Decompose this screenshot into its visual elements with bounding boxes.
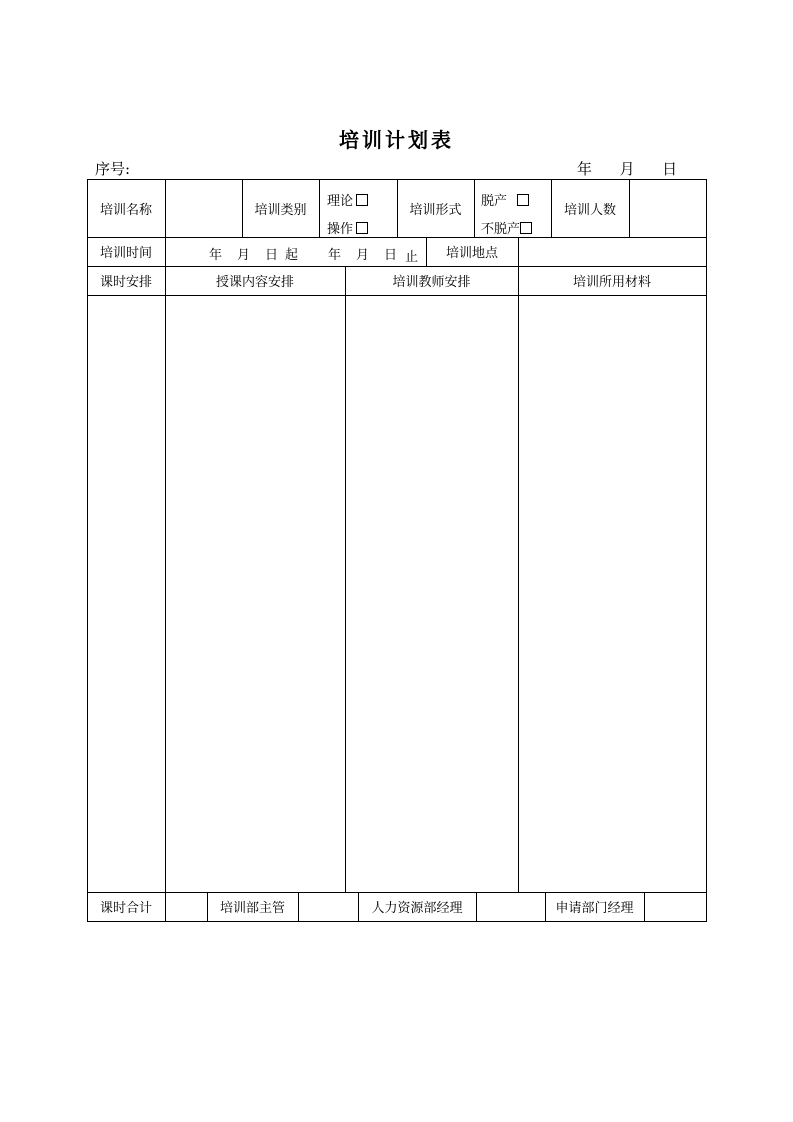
total-hours-field[interactable] (165, 892, 207, 921)
content-arrangement-label: 授课内容安排 (215, 275, 294, 290)
training-supervisor-field[interactable] (298, 892, 358, 921)
schedule-area[interactable] (87, 295, 165, 892)
form-option-onjob-label: 不脱产 (481, 222, 521, 237)
schedule-label: 课时安排 (99, 275, 152, 290)
form-option-offjob (481, 190, 529, 209)
start-year-label: 年 (209, 248, 223, 263)
category-option-practice (327, 218, 368, 237)
hr-manager-label: 人力资源部经理 (371, 901, 463, 916)
trainee-count-field[interactable] (629, 179, 706, 237)
category-option-practice-label: 操作 (327, 222, 354, 237)
hr-manager-field[interactable] (476, 892, 545, 921)
form-option-offjob-label: 脱产 (481, 194, 508, 209)
training-name-field[interactable] (165, 179, 242, 237)
training-location-label: 培训地点 (445, 246, 498, 261)
materials-label: 培训所用材料 (572, 275, 651, 290)
form-option-onjob (481, 218, 532, 237)
dept-manager-label: 申请部门经理 (555, 901, 634, 916)
training-form-label: 培训形式 (409, 202, 462, 218)
teacher-area[interactable] (345, 295, 518, 892)
onjob-checkbox[interactable] (520, 222, 532, 234)
training-location-field[interactable] (518, 237, 706, 266)
total-hours-label: 课时合计 (99, 901, 152, 916)
category-option-theory (327, 190, 368, 209)
end-suffix-label: 止 (405, 250, 419, 265)
content-area[interactable] (165, 295, 345, 892)
end-day-label: 日 (384, 248, 398, 263)
category-option-theory-label: 理论 (327, 194, 354, 209)
date-header (577, 158, 677, 179)
training-time-label: 培训时间 (99, 246, 152, 261)
page-title: 培训计划表 (339, 128, 454, 152)
training-category-label: 培训类别 (254, 202, 307, 218)
end-year-label: 年 (328, 248, 342, 263)
training-supervisor-label: 培训部主管 (219, 901, 285, 916)
serial-number-label: 序号: (95, 160, 131, 178)
materials-area[interactable] (518, 295, 706, 892)
trainee-count-label: 培训人数 (563, 202, 616, 218)
date-year-label: 年 (577, 160, 593, 178)
date-month-label: 月 (619, 160, 635, 178)
theory-checkbox[interactable] (356, 194, 368, 206)
training-plan-table (87, 179, 707, 922)
date-day-label: 日 (662, 160, 678, 178)
start-month-label: 月 (237, 248, 251, 263)
training-name-label: 培训名称 (99, 202, 152, 218)
start-day-label: 日 (265, 248, 279, 263)
dept-manager-field[interactable] (644, 892, 706, 921)
teacher-arrangement-label: 培训教师安排 (392, 275, 471, 290)
end-month-label: 月 (356, 248, 370, 263)
start-suffix-label: 起 (285, 248, 299, 263)
offjob-checkbox[interactable] (517, 194, 529, 206)
practice-checkbox[interactable] (356, 222, 368, 234)
